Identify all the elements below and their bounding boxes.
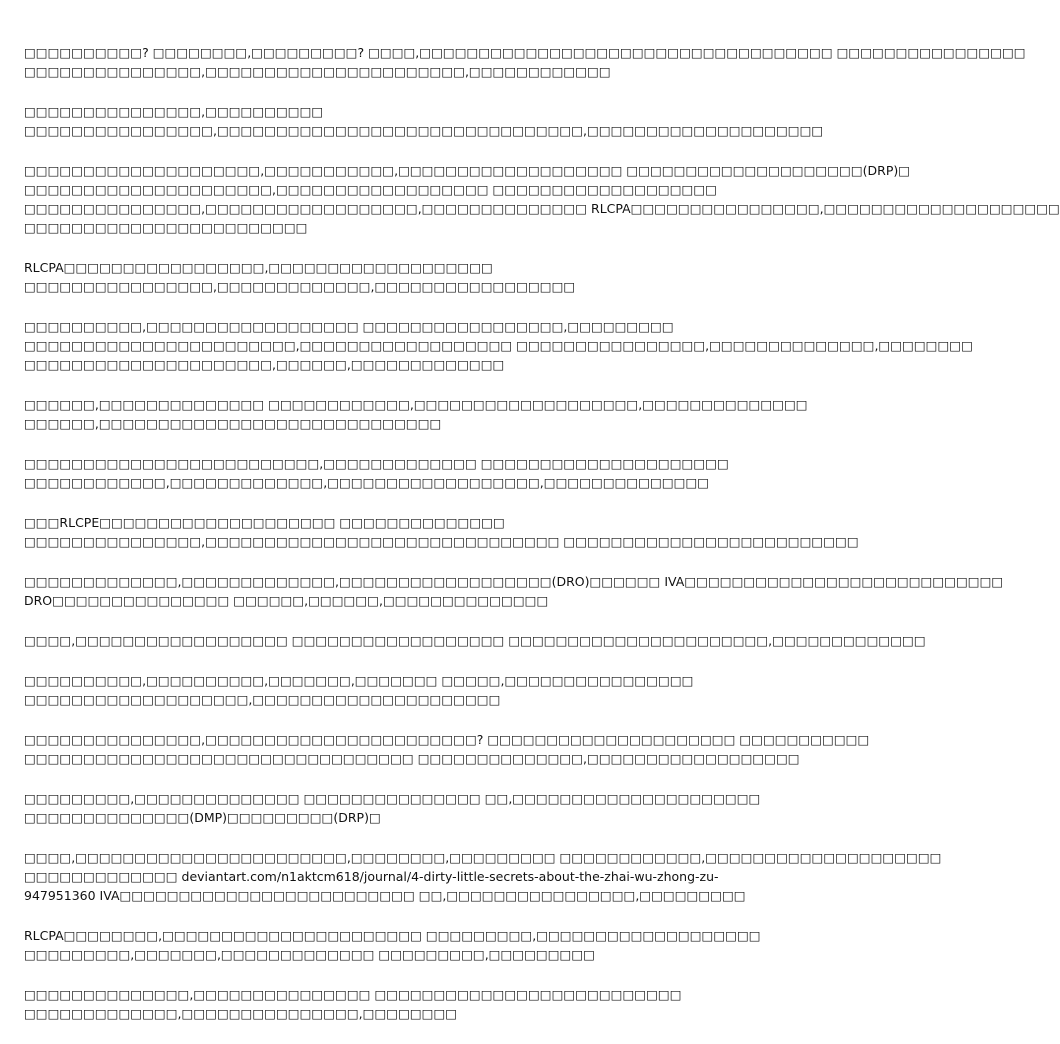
text-line: 947951360 IVA□□□□□□□□□□□□□□□□□□□□□□□□□ □□,□□□□□□□□□□□□□□□□,□□□□□□□□□ (24, 888, 746, 903)
text-line: □□□□□□□□□□□□□,□□□□□□□□□□□□□,□□□□□□□□□□□□□□□□□□(DRO)□□□□□□ IVA□□□□□□□□□□□□□□□□□□□□□□□□□□□ (24, 574, 1004, 589)
text-line: □□□□□□□□□□□□□□□,□□□□□□□□□□□□□□□□□□□□□□□? □□□□□□□□□□□□□□□□□□□□□ □□□□□□□□□□□ (24, 732, 870, 747)
text-line: □□□□□□□□□□□□□□□□□□□□□□□,□□□□□□□□□□□□□□□□□□ □□□□□□□□□□□□□□□□,□□□□□□□□□□□□□□,□□□□□□□□ (24, 338, 973, 353)
text-line: □□□□□□□□□,□□□□□□□□□□□□□□ □□□□□□□□□□□□□□□ □□,□□□□□□□□□□□□□□□□□□□□□ (24, 791, 761, 806)
paragraph-8 (24, 513, 859, 551)
text-line: □□□□□□□□□□□□□□□,□□□□□□□□□□□□□□□□□□□□□□,□□□□□□□□□□□□ (24, 64, 611, 79)
paragraph-13 (24, 789, 761, 827)
paragraph-15 (24, 926, 761, 964)
paragraph-2 (24, 102, 824, 140)
text-line: □□□□□□□□□□□□□□□□,□□□□□□□□□□□□□,□□□□□□□□□□□□□□□□□ (24, 279, 576, 294)
text-line: □□□□□□□□□□□□□□(DMP)□□□□□□□□□(DRP)□ (24, 810, 381, 825)
text-line: □□□□□□□□□□□□□□□,□□□□□□□□□□ (24, 104, 324, 119)
text-line: □□□□□□□□□□□□□□□□□□□□,□□□□□□□□□□□,□□□□□□□□□□□□□□□□□□□ □□□□□□□□□□□□□□□□□□□□(DRP)□ (24, 163, 911, 178)
text-line-with-url: □□□□□□□□□□□□□ deviantart.com/n1aktcm618/journal/4-dirty-little-secrets-about-the-zhai-wu-zhong-zu- (24, 869, 719, 884)
paragraph-10 (24, 631, 926, 650)
text-line: □□□□□□□□□□□□□□□□□□□□□□□□□□□□□□□□□ □□□□□□□□□□□□□□,□□□□□□□□□□□□□□□□□□ (24, 751, 800, 766)
paragraph-16 (24, 985, 696, 1023)
text-line: □□□□□□□□□□,□□□□□□□□□□,□□□□□□□,□□□□□□□ □□□□□,□□□□□□□□□□□□□□□□ (24, 673, 694, 688)
paragraph-4 (24, 258, 696, 296)
paragraph-12 (24, 730, 870, 768)
text-line: □□□□□□□□□□□□□,□□□□□□□□□□□□□□□,□□□□□□□□ (24, 1006, 458, 1021)
paragraph-7 (24, 454, 729, 492)
text-line: □□□RLCPE□□□□□□□□□□□□□□□□□□□□ □□□□□□□□□□□□□□ (24, 515, 505, 530)
text-line: □□□□□□□□□□□□□□□□□□□□□,□□□□□□,□□□□□□□□□□□□□ (24, 357, 505, 372)
text-line: □□□□□□,□□□□□□□□□□□□□□□□□□□□□□□□□□□□□ (24, 416, 442, 431)
text-line: □□□□□□□□□□□□□□,□□□□□□□□□□□□□□□ □□□□□□□□□□□□□□□□□□□□□□□□□□ (24, 987, 682, 1002)
paragraph-1 (24, 43, 1026, 81)
text-line: □□□□□□□□□□□□□□□□□□□□□,□□□□□□□□□□□□□□□□□□ □□□□□□□□□□□□□□□□□□□ (24, 182, 717, 197)
text-line: □□□□□□□□□□□□□□□,□□□□□□□□□□□□□□□□□□,□□□□□□□□□□□□□□ RLCPA□□□□□□□□□□□□□□□□,□□□□□□□□□□□□□□□□□□□□ (24, 201, 1060, 216)
text-line: □□□□□□□□□□? □□□□□□□□,□□□□□□□□□? □□□□,□□□□□□□□□□□□□□□□□□□□□□□□□□□□□□□□□□□ □□□□□□□□□□□□□□□□ (24, 45, 1026, 60)
text-line: RLCPA□□□□□□□□□□□□□□□□□,□□□□□□□□□□□□□□□□□□□ (24, 260, 493, 275)
text-line: □□□□□□□□□□□□□□□,□□□□□□□□□□□□□□□□□□□□□□□□□□□□□□ □□□□□□□□□□□□□□□□□□□□□□□□□ (24, 534, 859, 549)
text-line: □□□□,□□□□□□□□□□□□□□□□□□ □□□□□□□□□□□□□□□□□□ □□□□□□□□□□□□□□□□□□□□□□,□□□□□□□□□□□□□ (24, 633, 926, 648)
text-line: □□□□□□□□□□□□,□□□□□□□□□□□□□,□□□□□□□□□□□□□□□□□□,□□□□□□□□□□□□□□ (24, 475, 710, 490)
text-line: □□□□□□□□□□□□□□□□□□□□□□□□ (24, 220, 308, 235)
text-line: □□□□,□□□□□□□□□□□□□□□□□□□□□□□,□□□□□□□□,□□□□□□□□□ □□□□□□□□□□□□,□□□□□□□□□□□□□□□□□□□□ (24, 850, 942, 865)
paragraph-14 (24, 848, 942, 905)
text-line: □□□□□□□□□□□□□□□□□□□,□□□□□□□□□□□□□□□□□□□□□ (24, 692, 501, 707)
paragraph-6 (24, 395, 808, 433)
paragraph-11 (24, 671, 696, 709)
text-line: RLCPA□□□□□□□□,□□□□□□□□□□□□□□□□□□□□□□ □□□□□□□□□,□□□□□□□□□□□□□□□□□□□ (24, 928, 761, 943)
text-line: □□□□□□,□□□□□□□□□□□□□□ □□□□□□□□□□□□,□□□□□□□□□□□□□□□□□□□,□□□□□□□□□□□□□□ (24, 397, 808, 412)
text-line: □□□□□□□□□□□□□□□□□□□□□□□□□,□□□□□□□□□□□□□ □□□□□□□□□□□□□□□□□□□□□ (24, 456, 729, 471)
paragraph-9 (24, 572, 1004, 610)
text-line: □□□□□□□□□□□□□□□□,□□□□□□□□□□□□□□□□□□□□□□□□□□□□□□□,□□□□□□□□□□□□□□□□□□□□ (24, 123, 824, 138)
text-line: □□□□□□□□□,□□□□□□□,□□□□□□□□□□□□□ □□□□□□□□□,□□□□□□□□□ (24, 947, 595, 962)
text-line: □□□□□□□□□□,□□□□□□□□□□□□□□□□□□ □□□□□□□□□□□□□□□□□,□□□□□□□□□ (24, 319, 674, 334)
paragraph-5 (24, 317, 973, 374)
paragraph-3 (24, 161, 1060, 237)
document-body (24, 43, 1060, 1044)
text-line: DRO□□□□□□□□□□□□□□□ □□□□□□,□□□□□□,□□□□□□□□□□□□□□ (24, 593, 549, 608)
